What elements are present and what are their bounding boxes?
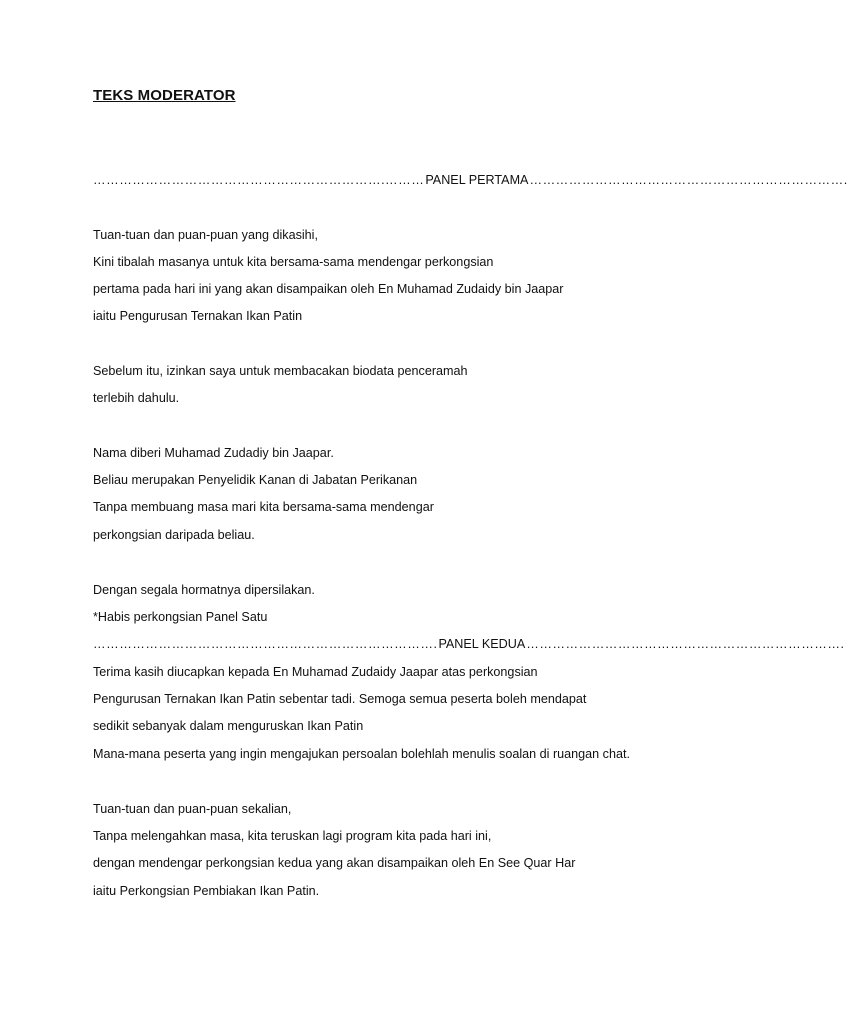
closing-note: *Habis perkongsian Panel Satu (93, 610, 268, 624)
next-speaker-line: Tanpa melengahkan masa, kita teruskan lagi program kita pada hari ini, (93, 829, 492, 843)
greeting-line: Tuan-tuan dan puan-puan yang dikasihi, (93, 228, 318, 242)
biodata-intro-line: terlebih dahulu. (93, 391, 180, 405)
biodata-line: Tanpa membuang masa mari kita bersama-sama mendengar (93, 500, 434, 514)
biodata-line: Beliau merupakan Penyelidik Kanan di Jabatan Perikanan (93, 473, 418, 487)
divider-dots: ………………………………………………………………. (529, 173, 848, 187)
closing-line: Dengan segala hormatnya dipersilakan. (93, 583, 315, 597)
intro-line: iaitu Pengurusan Ternakan Ikan Patin (93, 309, 303, 323)
biodata-intro-line: Sebelum itu, izinkan saya untuk membacakan biodata penceramah (93, 364, 468, 378)
biodata-line: perkongsian daripada beliau. (93, 528, 255, 542)
thanks-line: Terima kasih diucapkan kepada En Muhamad Zudaidy Jaapar atas perkongsian (93, 665, 538, 679)
divider-dots: ………………………………………………………………. (526, 637, 845, 651)
thanks-line: sedikit sebanyak dalam menguruskan Ikan Patin (93, 719, 364, 733)
thanks-line: Mana-mana peserta yang ingin mengajukan persoalan bolehlah menulis soalan di ruangan chat. (93, 747, 630, 761)
panel-one-divider (93, 172, 848, 188)
panel-two-divider (93, 636, 845, 652)
next-speaker-line: dengan mendengar perkongsian kedua yang akan disampaikan oleh En See Quar Har (93, 856, 576, 870)
divider-dots: ……………………………………………………………………. (93, 637, 438, 651)
intro-line: pertama pada hari ini yang akan disampaikan oleh En Muhamad Zudaidy bin Jaapar (93, 282, 564, 296)
intro-line: Kini tibalah masanya untuk kita bersama-sama mendengar perkongsian (93, 255, 494, 269)
panel-one-label: PANEL PERTAMA (425, 173, 529, 187)
panel-two-label: PANEL KEDUA (438, 637, 526, 651)
document-title: TEKS MODERATOR (93, 87, 236, 104)
thanks-line: Pengurusan Ternakan Ikan Patin sebentar tadi. Semoga semua peserta boleh mendapat (93, 692, 587, 706)
biodata-line: Nama diberi Muhamad Zudadiy bin Jaapar. (93, 446, 334, 460)
next-speaker-line: Tuan-tuan dan puan-puan sekalian, (93, 802, 292, 816)
divider-dots: ………………………………………………………….……… (93, 173, 425, 187)
next-speaker-line: iaitu Perkongsian Pembiakan Ikan Patin. (93, 884, 320, 898)
